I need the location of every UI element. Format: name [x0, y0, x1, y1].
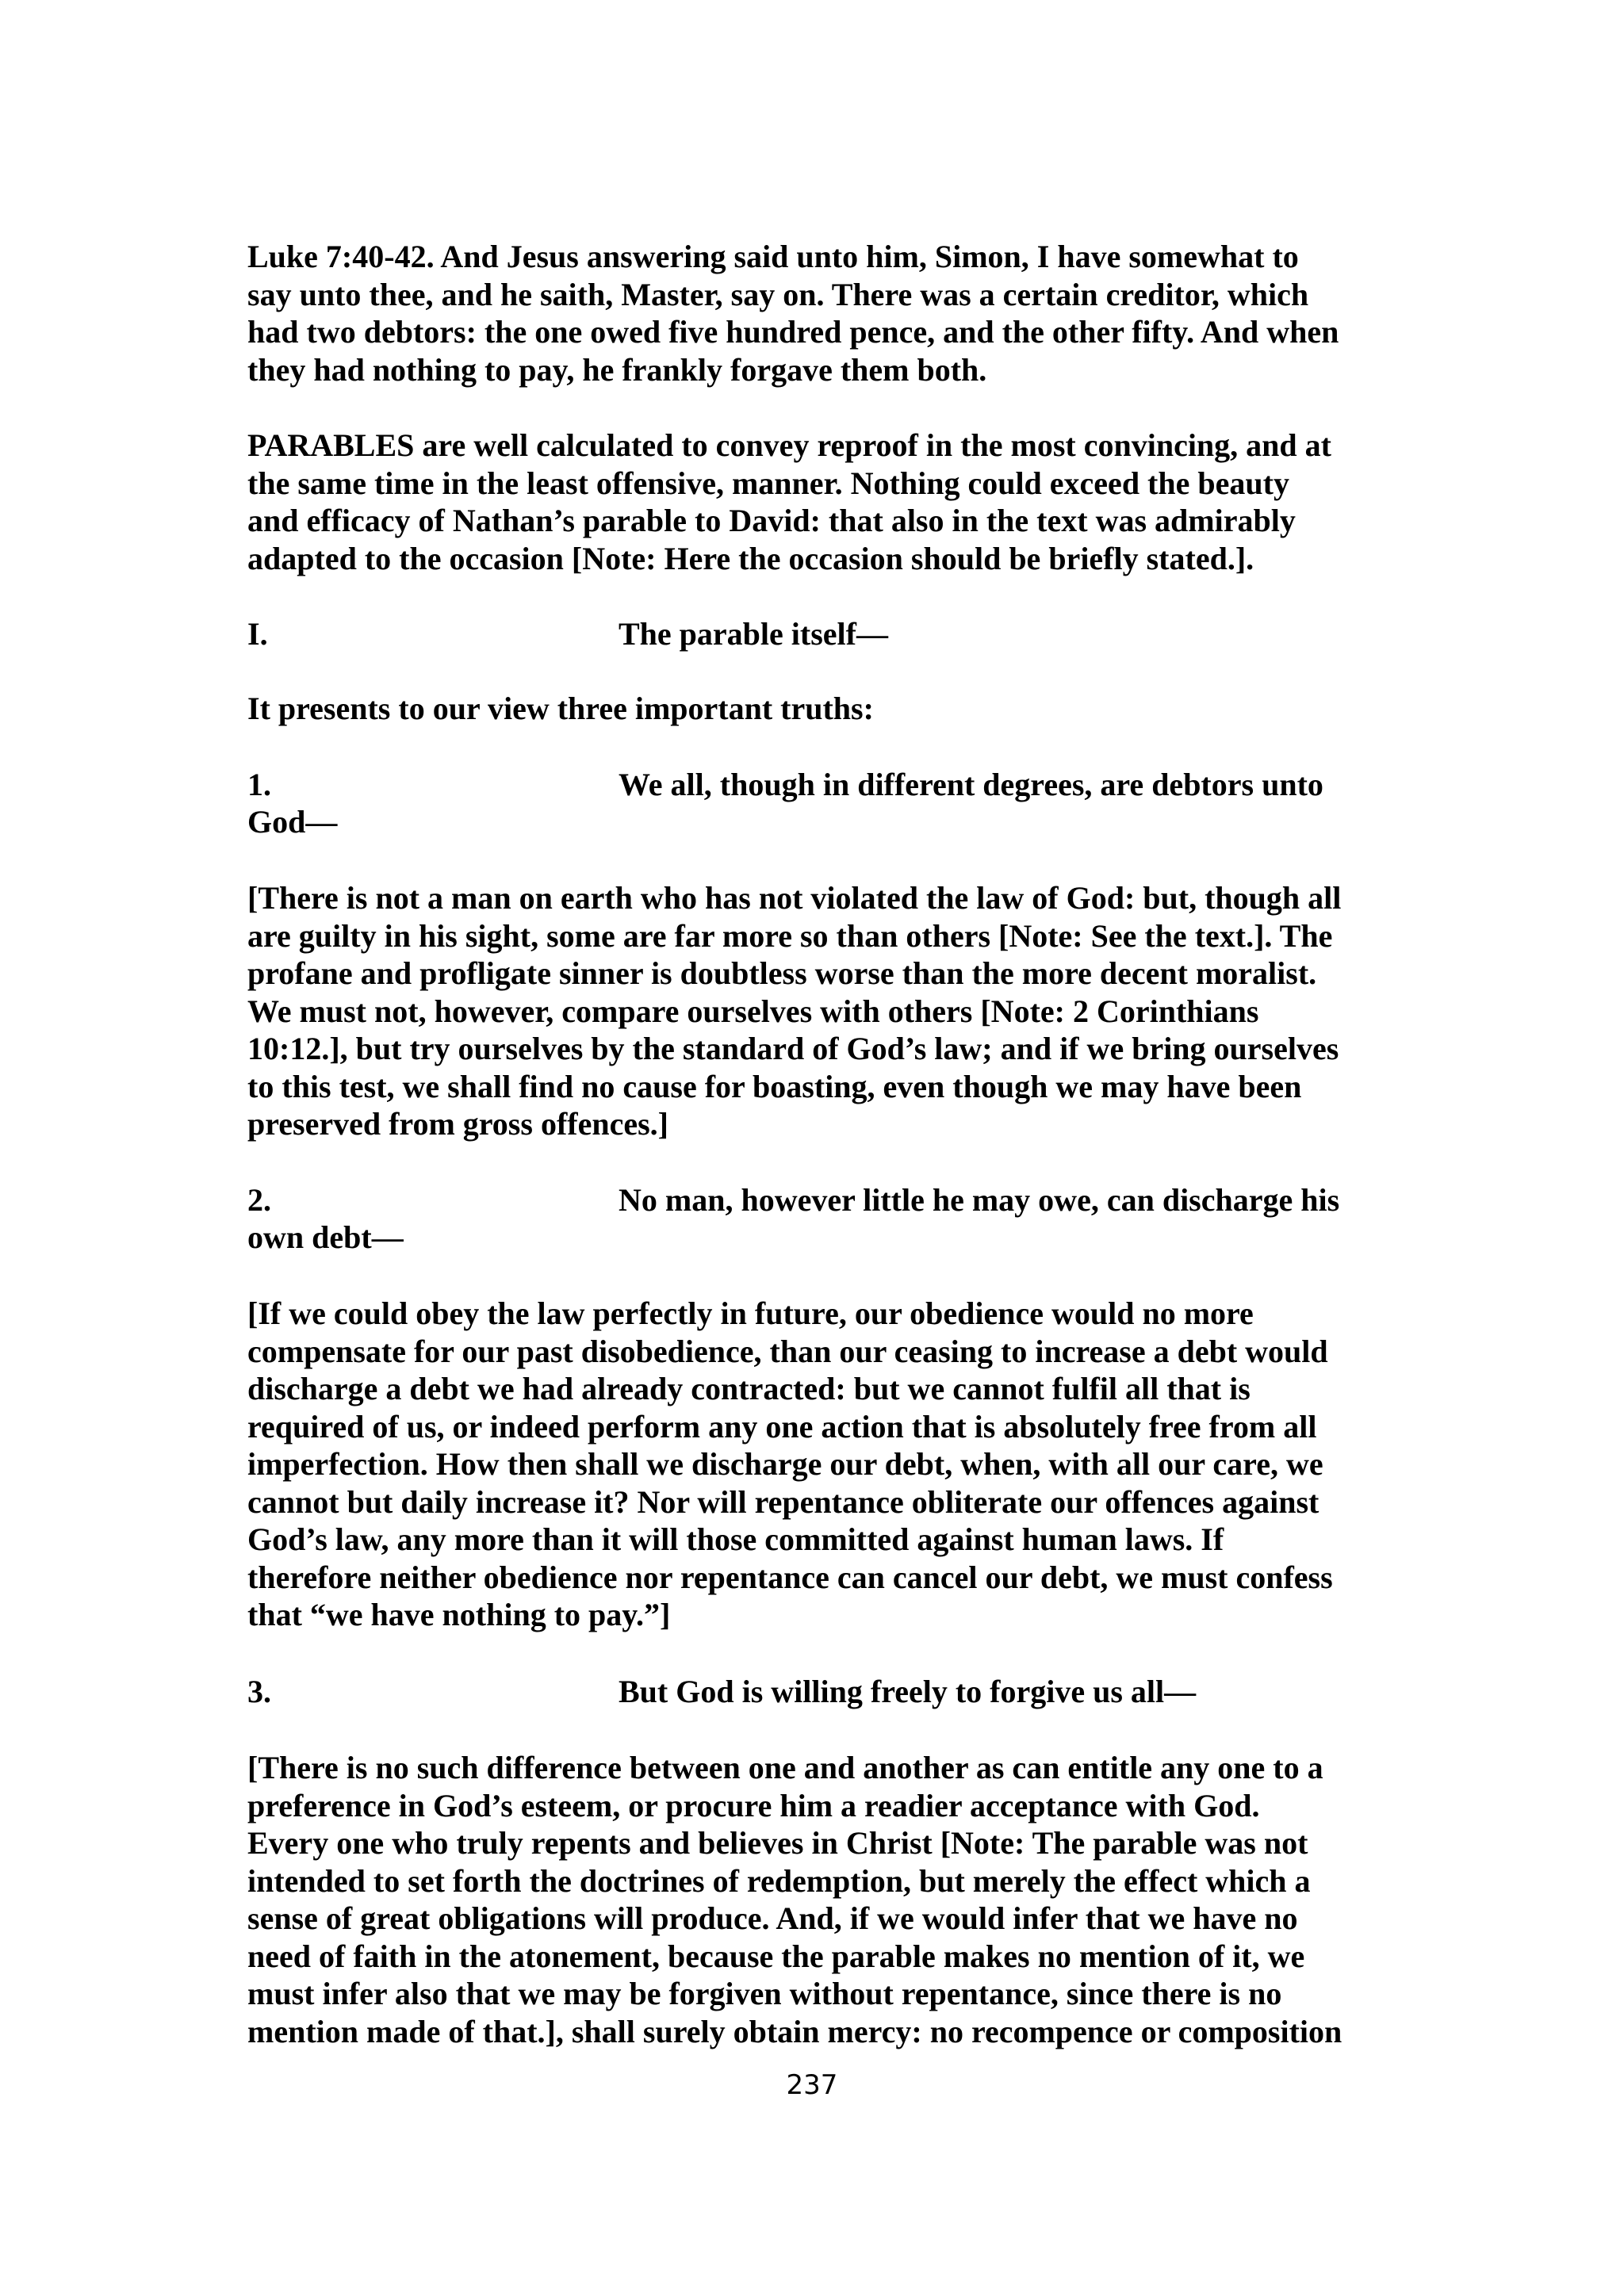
text-line: 10:12.], but try ourselves by the standard of God’s law; and if we bring ourselves — [247, 1031, 1339, 1066]
scripture-passage — [247, 238, 1389, 388]
text-line: It presents to our view three important truths: — [247, 691, 874, 726]
text-line: adapted to the occasion [Note: Here the occasion should be briefly stated.]. — [247, 540, 1254, 576]
section-number: I. — [247, 616, 268, 652]
text-line: profane and profligate sinner is doubtless worse than the more decent moralist. — [247, 955, 1317, 991]
text-line: [If we could obey the law perfectly in future, our obedience would no more — [247, 1295, 1254, 1331]
text-line: say unto thee, and he saith, Master, say on. There was a certain creditor, which — [247, 276, 1309, 312]
text-line: that “we have nothing to pay.”] — [247, 1597, 671, 1632]
text-line: We must not, however, compare ourselves with others [Note: 2 Corinthians — [247, 993, 1259, 1029]
text-line: God’s law, any more than it will those committed against human laws. If — [247, 1521, 1224, 1557]
text-line: preserved from gross offences.] — [247, 1106, 668, 1142]
point-number: 3. — [247, 1674, 271, 1709]
text-line: need of faith in the atonement, because the parable makes no mention of it, we — [247, 1938, 1305, 1974]
section-lead — [247, 690, 1389, 728]
text-line: the same time in the least offensive, manner. Nothing could exceed the beauty — [247, 465, 1289, 501]
text-line: Luke 7:40-42. And Jesus answering said unto him, Simon, I have somewhat to — [247, 239, 1299, 274]
text-line: must infer also that we may be forgiven without repentance, since there is no — [247, 1976, 1282, 2011]
text-line: therefore neither obedience nor repentance can cancel our debt, we must confess — [247, 1559, 1333, 1595]
text-line: God— — [247, 804, 338, 840]
point-title: No man, however little he may owe, can discharge his — [619, 1182, 1340, 1218]
text-line: own debt— — [247, 1219, 404, 1255]
point-title-continuation — [247, 1219, 1389, 1257]
text-line: they had nothing to pay, he frankly forgave them both. — [247, 351, 987, 388]
text-line: cannot but daily increase it? Nor will repentance obliterate our offences against — [247, 1483, 1320, 1520]
text-line: intended to set forth the doctrines of redemption, but merely the effect which a — [247, 1862, 1311, 1899]
point-title-continuation — [247, 803, 1389, 841]
text-line: preference in God’s esteem, or procure him a readier acceptance with God. — [247, 1787, 1260, 1823]
text-line: [There is no such difference between one and another as can entitle any one to a — [247, 1750, 1323, 1785]
point-number: 2. — [247, 1182, 271, 1218]
text-line: sense of great obligations will produce. And, if we would infer that we have no — [247, 1900, 1298, 1936]
text-line: had two debtors: the one owed five hundred pence, and the other fifty. And when — [247, 314, 1339, 350]
point-title: But God is willing freely to forgive us all— — [619, 1674, 1197, 1709]
section-title: The parable itself— — [619, 616, 888, 652]
point-body — [247, 1295, 1389, 1634]
point-body — [247, 879, 1389, 1143]
text-line: are guilty in his sight, some are far more so than others [Note: See the text.]. The — [247, 917, 1333, 954]
text-line: and efficacy of Nathan’s parable to David: that also in the text was admirably — [247, 503, 1296, 538]
text-line: required of us, or indeed perform any one action that is absolutely free from all — [247, 1408, 1317, 1445]
text-line: mention made of that.], shall surely obtain mercy: no recompence or composition — [247, 2013, 1342, 2049]
text-line: discharge a debt we had already contracted: but we cannot fulfil all that is — [247, 1371, 1251, 1406]
text-line: [There is not a man on earth who has not violated the law of God: but, though all — [247, 880, 1342, 916]
preface-paragraph — [247, 427, 1389, 577]
text-line: to this test, we shall find no cause for boasting, even though we may have been — [247, 1068, 1302, 1104]
text-line: PARABLES are well calculated to convey reproof in the most convincing, and at — [247, 427, 1331, 463]
text-line: imperfection. How then shall we discharge our debt, when, with all our care, we — [247, 1446, 1323, 1482]
text-line: compensate for our past disobedience, than our ceasing to increase a debt would — [247, 1333, 1328, 1369]
point-body — [247, 1749, 1389, 2050]
page-number: 237 — [786, 2069, 838, 2101]
point-title: We all, though in different degrees, are debtors unto — [619, 767, 1323, 802]
text-line: Every one who truly repents and believes in Christ [Note: The parable was not — [247, 1825, 1308, 1861]
point-number: 1. — [247, 767, 271, 802]
